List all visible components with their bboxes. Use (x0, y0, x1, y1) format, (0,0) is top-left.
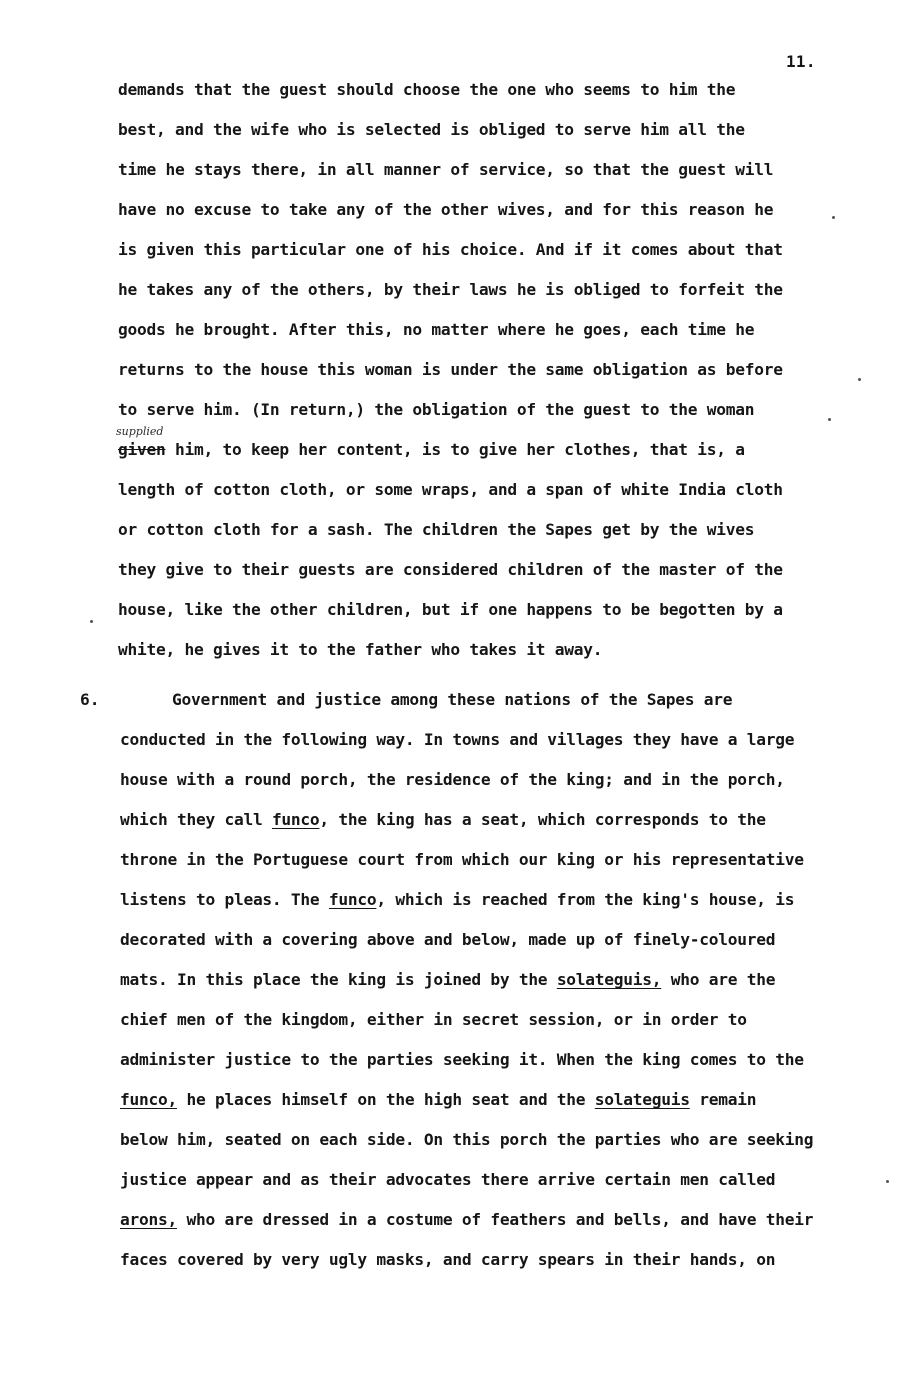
text-line (120, 970, 775, 990)
text-line: length of cotton cloth, or some wraps, and a span of white India cloth (118, 480, 783, 499)
term-funco: funco (328, 890, 377, 909)
text-run: him, to keep her content, is to give her clothes, that is, a (165, 440, 745, 459)
handwritten-insertion: supplied (116, 425, 164, 438)
text-line: goods he brought. After this, no matter where he goes, each time he (118, 320, 755, 339)
section-number: 6. (80, 690, 100, 709)
text-line: demands that the guest should choose the one who seems to him the (118, 80, 736, 99)
text-run: mats. In this place the king is joined by the (120, 970, 557, 989)
text-line: is given this particular one of his choice. And if it comes about that (118, 240, 783, 259)
text-line (118, 440, 745, 460)
text-run: who are dressed in a costume of feathers and bells, and have their (176, 1210, 814, 1229)
text-line: returns to the house this woman is under the same obligation as before (118, 360, 783, 379)
text-line: house with a round porch, the residence of the king; and in the porch, (120, 770, 785, 789)
page-number: 11. (786, 52, 816, 71)
text-line: conducted in the following way. In towns and villages they have a large (120, 730, 795, 749)
text-line (120, 810, 766, 830)
text-line: have no excuse to take any of the other wives, and for this reason he (118, 200, 774, 219)
text-line (120, 890, 794, 910)
term-solateguis: solateguis, (556, 970, 662, 989)
text-line: decorated with a covering above and below, made up of finely-coloured (120, 930, 776, 949)
text-run: which they call (120, 810, 272, 829)
text-line: to serve him. (In return,) the obligation of the guest to the woman (118, 400, 755, 419)
text-line: throne in the Portuguese court from which our king or his representative (120, 850, 804, 869)
term-solateguis: solateguis (594, 1090, 690, 1109)
text-run: , which is reached from the king's house, is (376, 890, 795, 909)
scan-speck (90, 620, 93, 623)
term-arons: arons, (120, 1210, 177, 1229)
text-line: white, he gives it to the father who takes it away. (118, 640, 603, 659)
text-line: time he stays there, in all manner of service, so that the guest will (118, 160, 774, 179)
text-run: who are the (661, 970, 776, 989)
struck-word: given (118, 440, 166, 459)
text-line: justice appear and as their advocates there arrive certain men called (120, 1170, 776, 1189)
text-run: remain (689, 1090, 757, 1109)
term-funco: funco, (120, 1090, 177, 1109)
scan-speck (886, 1180, 889, 1183)
text-line: chief men of the kingdom, either in secret session, or in order to (120, 1010, 747, 1029)
scan-speck (858, 378, 861, 381)
text-run: he places himself on the high seat and the (176, 1090, 595, 1109)
text-line: administer justice to the parties seeking it. When the king comes to the (120, 1050, 804, 1069)
term-funco: funco (271, 810, 320, 829)
text-line: Government and justice among these nations of the Sapes are (172, 690, 733, 709)
text-line (120, 1210, 813, 1230)
text-run: listens to pleas. The (120, 890, 329, 909)
text-line: faces covered by very ugly masks, and carry spears in their hands, on (120, 1250, 776, 1269)
text-line: below him, seated on each side. On this porch the parties who are seeking (120, 1130, 814, 1149)
text-line: best, and the wife who is selected is obliged to serve him all the (118, 120, 745, 139)
text-line: he takes any of the others, by their laws he is obliged to forfeit the (118, 280, 783, 299)
text-line: or cotton cloth for a sash. The children the Sapes get by the wives (118, 520, 755, 539)
text-line: they give to their guests are considered children of the master of the (118, 560, 783, 579)
text-line: house, like the other children, but if one happens to be begotten by a (118, 600, 783, 619)
text-line (120, 1090, 756, 1110)
scan-speck (828, 418, 831, 421)
scan-speck (832, 216, 835, 219)
text-run: , the king has a seat, which corresponds to the (319, 810, 766, 829)
